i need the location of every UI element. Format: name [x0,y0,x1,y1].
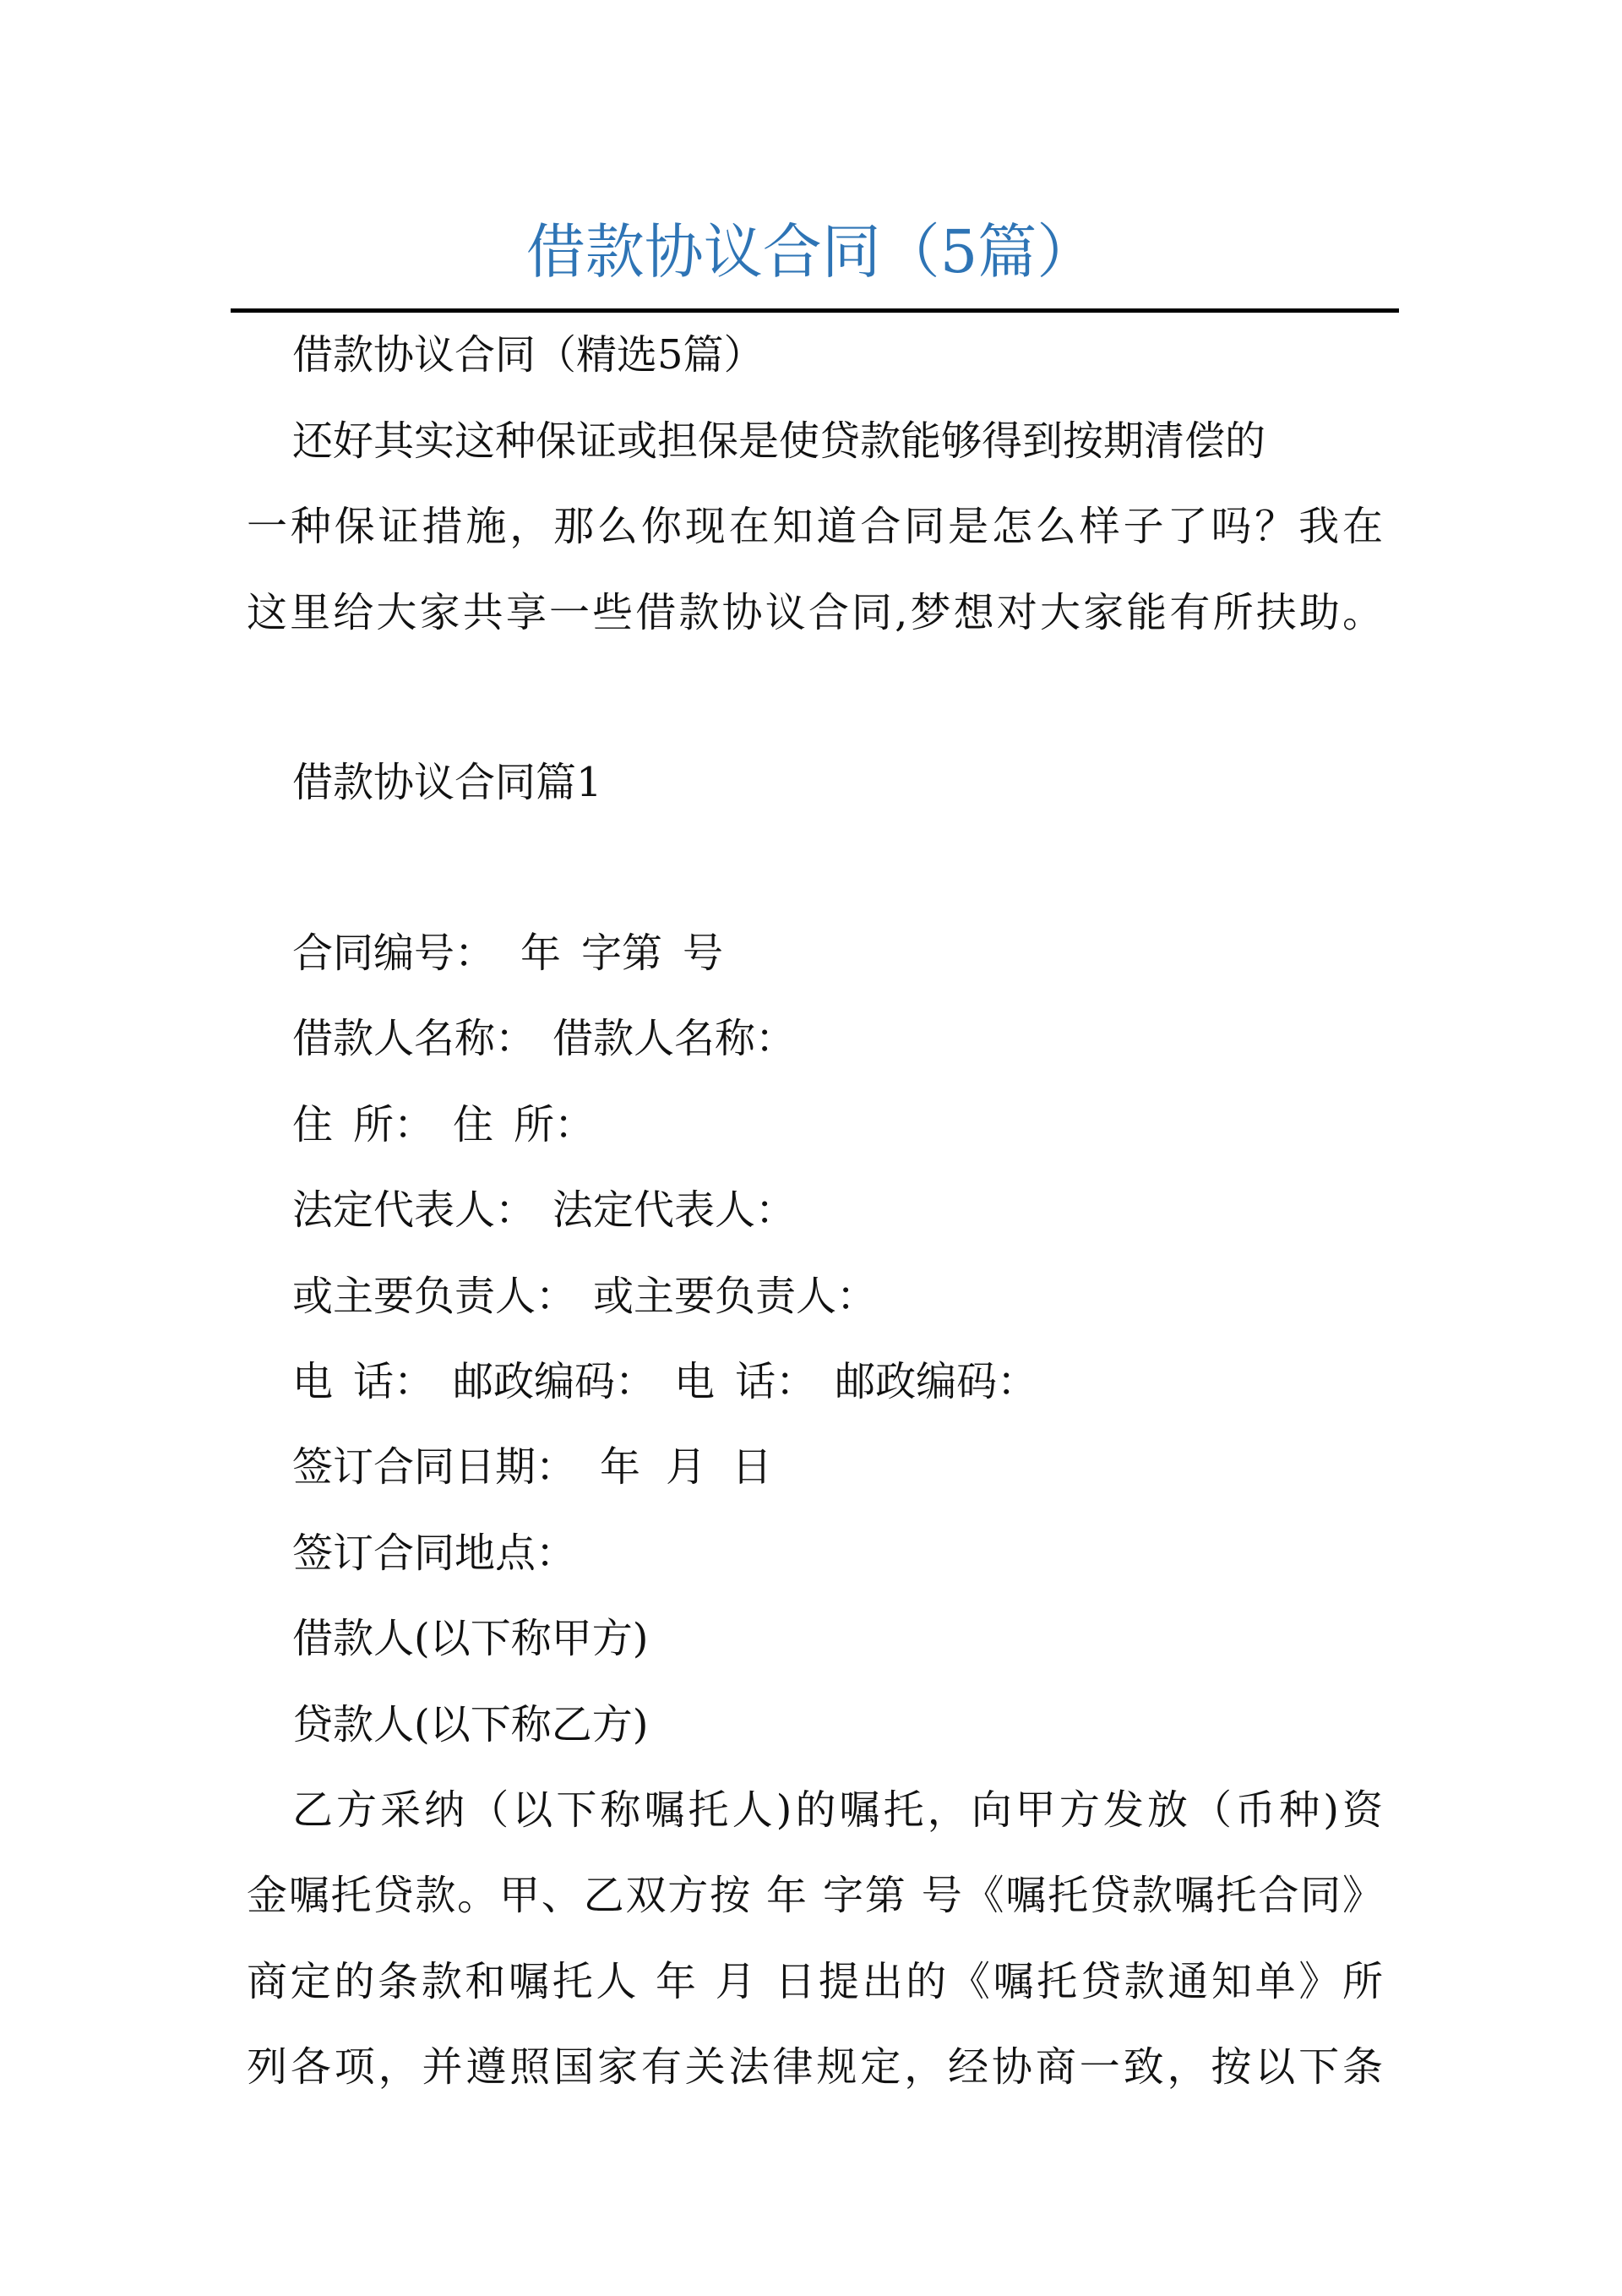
field-borrower-name [292,1009,796,1068]
document-title: 借款协议合同（5篇） [525,217,1097,286]
field-text: 住 [453,1101,494,1148]
field-label: 所： [514,1101,596,1148]
document-subtitle: 借款协议合同（精选5篇） [292,331,765,379]
field-text: 年 [520,930,562,977]
field-address [292,1095,595,1154]
field-lender-party: 贷款人(以下称乙方) [292,1701,649,1748]
intro-line-1: 还好其实这种保证或担保是使贷款能够得到按期清偿的 [292,417,1266,465]
field-label: 邮政编码： [835,1358,1038,1405]
field-signing-place: 签订合同地点： [292,1530,577,1577]
field-text: 电 [292,1358,334,1405]
field-legal-representative [292,1181,796,1240]
field-contract-number [292,924,723,983]
field-text: 日 [732,1443,773,1491]
field-borrower-party: 借款人(以下称甲方) [292,1615,649,1662]
field-text: 月 [666,1443,707,1491]
body-line-2: 金嘱托贷款。甲、乙双方按 年 字第 号《嘱托贷款嘱托合同》 [247,1872,1383,1919]
field-label: 话： [735,1358,817,1405]
field-label: 借款人名称： [292,1015,536,1062]
field-label: 合同编号： [292,930,496,977]
field-label: 或主要负责人： [593,1273,878,1320]
field-label: 邮政编码： [453,1358,656,1405]
body-line-4: 列各项，并遵照国家有关法律规定，经协商一致，按以下条 [247,2043,1383,2091]
field-text: 住 [292,1101,334,1148]
field-signing-date [292,1437,772,1497]
field-principal [292,1267,877,1326]
field-label: 所： [353,1101,435,1148]
body-line-3: 商定的条款和嘱托人 年 月 日提出的《嘱托贷款通知单》所 [247,1958,1383,2005]
field-label: 法定代表人： [552,1186,797,1234]
field-text: 年 [600,1443,641,1491]
section-heading: 借款协议合同篇1 [292,759,602,806]
intro-line-3: 这里给大家共享一些借款协议合同,梦想对大家能有所扶助。 [247,589,1383,636]
field-text: 电 [674,1358,716,1405]
field-label: 话： [353,1358,435,1405]
field-label: 或主要负责人： [292,1273,577,1320]
intro-line-2: 一种保证措施，那么你现在知道合同是怎么样子了吗？我在 [247,503,1383,550]
field-text: 号 [683,930,724,977]
field-text: 字第 [581,930,663,977]
title-divider [231,308,1399,313]
field-label: 借款人名称： [552,1015,797,1062]
body-line-1: 乙方采纳（以下称嘱托人)的嘱托，向甲方发放（币种)资 [292,1786,1383,1834]
field-phone-postcode [292,1352,1037,1411]
field-label: 法定代表人： [292,1186,536,1234]
field-label: 签订合同日期： [292,1443,577,1491]
